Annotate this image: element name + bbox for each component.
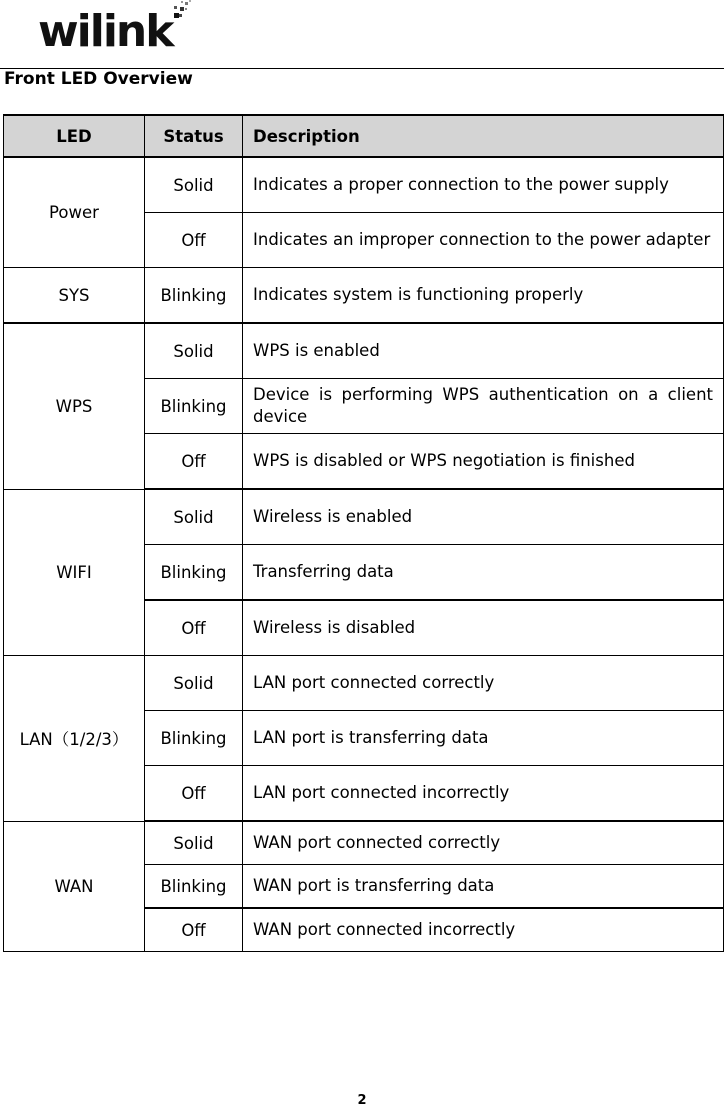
description-cell: Device is performing WPS authentication on a client device — [243, 379, 724, 434]
status-cell: Off — [145, 908, 243, 952]
status-cell: Off — [145, 213, 243, 268]
status-cell: Solid — [145, 323, 243, 379]
section-title: Front LED Overview — [4, 69, 193, 89]
status-cell: Solid — [145, 489, 243, 545]
table-row — [4, 489, 724, 545]
led-name-wifi: WIFI — [4, 489, 145, 656]
page-number: 2 — [357, 1093, 367, 1108]
description-cell: Wireless is disabled — [243, 600, 724, 656]
status-cell: Off — [145, 766, 243, 822]
table-row — [4, 821, 724, 865]
led-name-wan: WAN — [4, 821, 145, 952]
description-cell: LAN port connected incorrectly — [243, 766, 724, 822]
logo-dots-icon — [170, 0, 196, 26]
description-cell: Wireless is enabled — [243, 489, 724, 545]
status-cell: Off — [145, 434, 243, 490]
wilink-logo — [38, 0, 198, 62]
status-cell: Solid — [145, 656, 243, 711]
status-cell: Blinking — [145, 268, 243, 324]
status-cell: Off — [145, 600, 243, 656]
status-cell: Solid — [145, 821, 243, 865]
description-cell: Indicates a proper connection to the power supply — [243, 157, 724, 213]
led-name-power: Power — [4, 157, 145, 268]
status-cell: Solid — [145, 157, 243, 213]
description-cell: LAN port connected correctly — [243, 656, 724, 711]
logo-text: wilink — [38, 6, 173, 57]
table-header-row — [4, 115, 724, 157]
status-cell: Blinking — [145, 379, 243, 434]
table-row — [4, 268, 724, 324]
status-cell: Blinking — [145, 711, 243, 766]
description-cell: WAN port connected correctly — [243, 821, 724, 865]
status-cell: Blinking — [145, 545, 243, 601]
description-cell: Indicates an improper connection to the power adapter — [243, 213, 724, 268]
description-cell: WAN port connected incorrectly — [243, 908, 724, 952]
table-row — [4, 157, 724, 213]
table-row — [4, 656, 724, 711]
description-cell: WAN port is transferring data — [243, 865, 724, 909]
description-cell: Indicates system is functioning properly — [243, 268, 724, 324]
column-header-status: Status — [145, 115, 243, 157]
description-cell: WPS is disabled or WPS negotiation is finished — [243, 434, 724, 490]
description-cell: Transferring data — [243, 545, 724, 601]
table-row — [4, 323, 724, 379]
description-cell: LAN port is transferring data — [243, 711, 724, 766]
column-header-led: LED — [4, 115, 145, 157]
led-name-lan: LAN（1/2/3） — [4, 656, 145, 822]
description-cell: WPS is enabled — [243, 323, 724, 379]
led-name-sys: SYS — [4, 268, 145, 324]
status-cell: Blinking — [145, 865, 243, 909]
column-header-description: Description — [243, 115, 724, 157]
led-name-wps: WPS — [4, 323, 145, 489]
led-table — [3, 114, 724, 952]
